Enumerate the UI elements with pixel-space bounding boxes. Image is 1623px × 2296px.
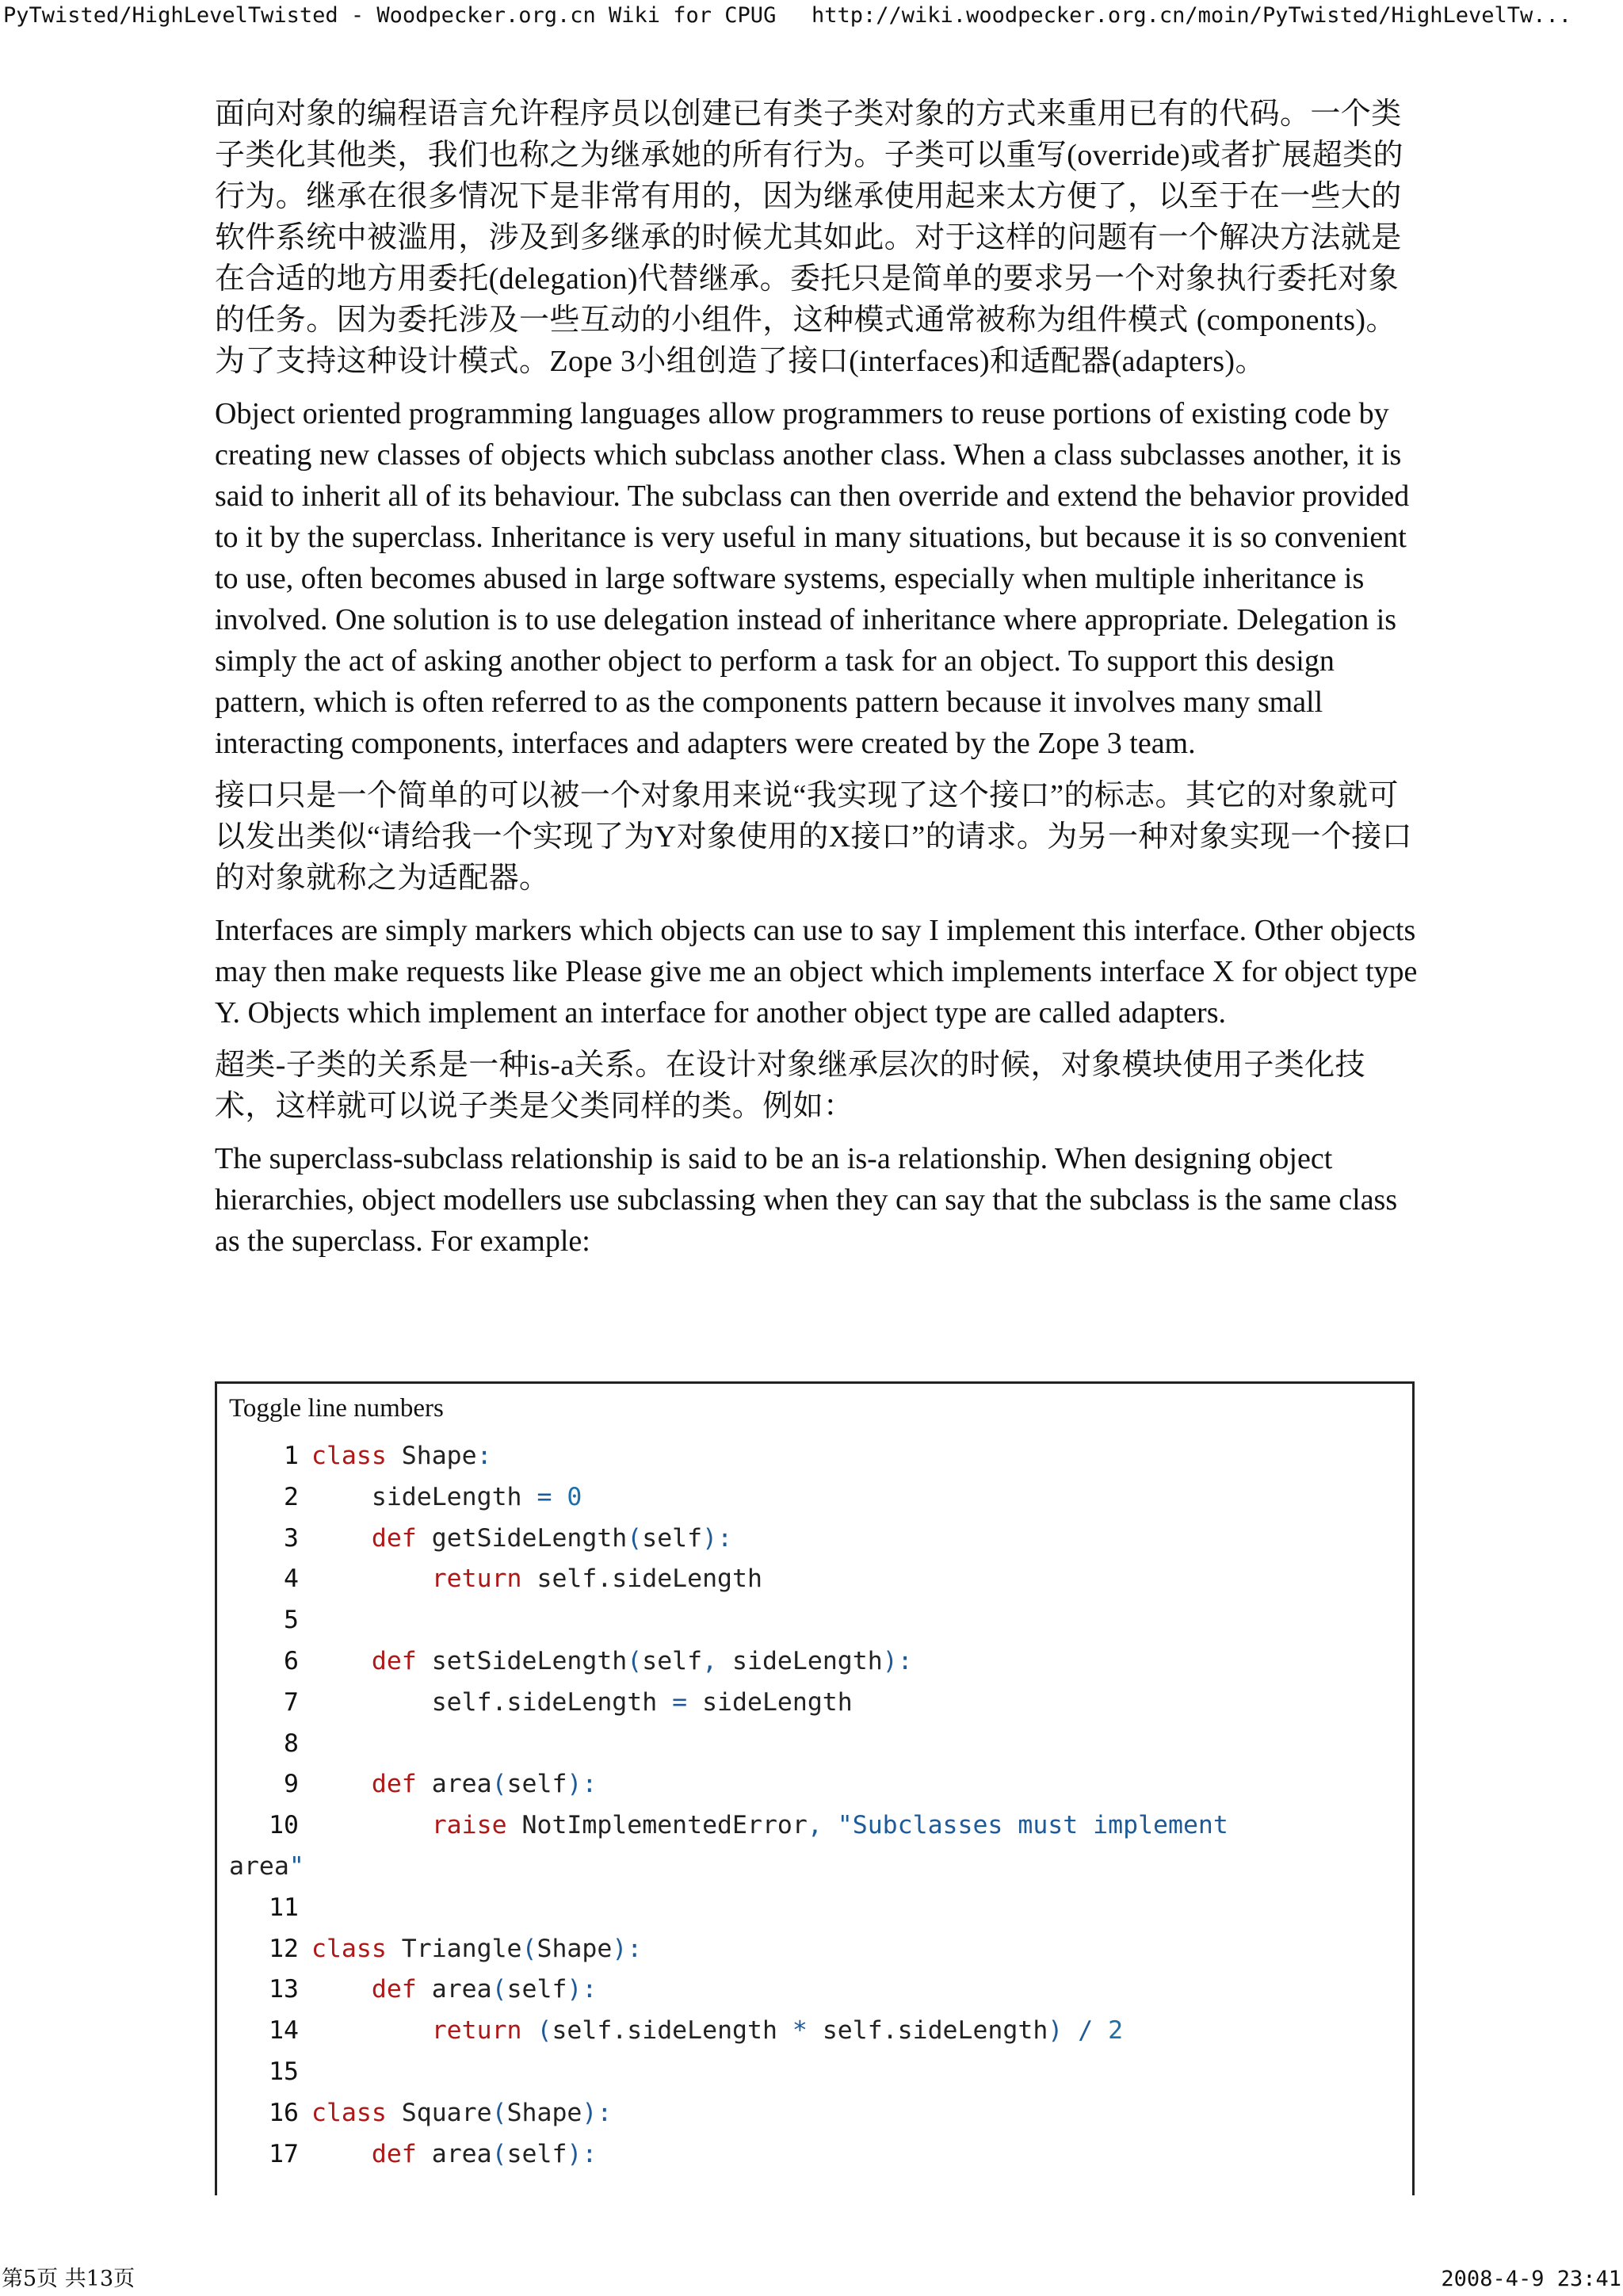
code-line bbox=[229, 1888, 1402, 1929]
code-line bbox=[229, 1436, 1402, 1477]
line-number: 6 bbox=[284, 1646, 299, 1675]
code-line bbox=[229, 1929, 1402, 1970]
code-line bbox=[229, 1847, 1402, 1888]
line-number: 7 bbox=[284, 1687, 299, 1717]
code-text: raise NotImplementedError, "Subclasses must implement bbox=[431, 1811, 1228, 1840]
code-line bbox=[229, 1724, 1402, 1765]
line-number: 3 bbox=[284, 1523, 299, 1553]
code-line bbox=[229, 2052, 1402, 2093]
page-title: PyTwisted/HighLevelTwisted - Woodpecker.org.cn Wiki for CPUG bbox=[3, 3, 777, 28]
code-text: return (self.sideLength * self.sideLength) / 2 bbox=[431, 2016, 1124, 2046]
print-header bbox=[0, 0, 1623, 35]
line-number: 17 bbox=[269, 2139, 299, 2168]
line-number: 4 bbox=[284, 1564, 299, 1594]
line-number: 16 bbox=[269, 2098, 299, 2127]
code-text: sideLength = 0 bbox=[311, 1482, 582, 1511]
code-line bbox=[229, 1805, 1402, 1847]
line-number: 9 bbox=[284, 1770, 299, 1799]
print-footer bbox=[0, 2265, 1623, 2296]
print-datetime: 2008-4-9 23:41 bbox=[1441, 2267, 1621, 2291]
code-text: class Triangle(Shape): bbox=[311, 1934, 643, 1963]
code-text bbox=[311, 1606, 327, 1634]
line-number: 5 bbox=[284, 1606, 299, 1635]
line-number: 15 bbox=[269, 2057, 299, 2086]
code-line bbox=[229, 1477, 1402, 1519]
code-line bbox=[229, 2134, 1402, 2176]
line-number: 13 bbox=[269, 1975, 299, 2004]
paragraph-en-1: Object oriented programming languages allow programmers to reuse portions of existing code by creating new classes of objects which subclass another class. When a class subclasses another, it is said to inherit all of its behaviour. The subclass can then override and extend the behavior provided to it by the superclass. Inheritance is very useful in many situations, but because it is so convenient to use, often becomes abused in large software systems, especially when multiple inheritance is involved. One solution is to use delegation instead of inheritance where appropriate. Delegation is simply the act of asking another object to perform a task for an object. To support this design pattern, which is often referred to as the components pattern because it involves many small interacting components, interfaces and adapters were created by the Zope 3 team. bbox=[215, 397, 1410, 760]
page-number: 第5页 共13页 bbox=[2, 2267, 136, 2291]
code-text: class Shape: bbox=[311, 1442, 492, 1470]
code-listing bbox=[229, 1436, 1402, 2175]
code-text bbox=[311, 1729, 327, 1758]
code-line bbox=[229, 1519, 1402, 1560]
page-url: http://wiki.woodpecker.org.cn/moin/PyTwisted/HighLevelTw... bbox=[812, 3, 1572, 28]
code-text: def area(self): bbox=[371, 1975, 598, 2004]
line-number: 2 bbox=[284, 1482, 299, 1511]
code-block bbox=[215, 1381, 1415, 2195]
paragraph-zh-3: 超类-子类的关系是一种is-a关系。在设计对象继承层次的时候，对象模块使用子类化技术，这样就可以说子类是父类同样的类。例如： bbox=[215, 1049, 1365, 1123]
paragraph-en-2: Interfaces are simply markers which objects can use to say I implement this interface. Other objects may then make requests like Please give me an object which implements interface X for object type Y. Objects which implement an interface for another object type are called adapters. bbox=[215, 914, 1418, 1030]
code-line bbox=[229, 2011, 1402, 2052]
code-text: def area(self): bbox=[371, 2139, 598, 2168]
line-number: 10 bbox=[269, 1811, 299, 1840]
code-line bbox=[229, 1683, 1402, 1724]
code-line bbox=[229, 1969, 1402, 2011]
line-number: 11 bbox=[269, 1893, 299, 1922]
code-text: return self.sideLength bbox=[431, 1564, 762, 1594]
paragraph-zh-1: 面向对象的编程语言允许程序员以创建已有类子类对象的方式来重用已有的代码。一个类子类化其他类，我们也称之为继承她的所有行为。子类可以重写(override)或者扩展超类的行为。继承在很多情况下是非常有用的，因为继承使用起来太方便了，以至于在一些大的软件系统中被滥用，涉及到多继承的时候尤其如此。对于这样的问题有一个解决方法就是在合适的地方用委托(delegation)代替继承。委托只是简单的要求另一个对象执行委托对象的任务。因为委托涉及一些互动的小组件，这种模式通常被称为组件模式 (components)。为了支持这种设计模式。Zope 3小组创造了接口(interfaces)和适配器(adapters)。 bbox=[215, 97, 1403, 378]
code-text: def getSideLength(self): bbox=[371, 1523, 733, 1553]
code-line bbox=[229, 1600, 1402, 1641]
line-number: 8 bbox=[284, 1729, 299, 1758]
code-text bbox=[311, 2057, 327, 2086]
code-text bbox=[311, 1893, 327, 1922]
line-number: 1 bbox=[284, 1442, 299, 1470]
line-number: 12 bbox=[269, 1934, 299, 1963]
article-body bbox=[215, 94, 1419, 1273]
code-text: self.sideLength = sideLength bbox=[311, 1687, 853, 1717]
code-text: def area(self): bbox=[371, 1770, 598, 1799]
code-text: class Square(Shape): bbox=[311, 2098, 613, 2127]
toggle-line-numbers-link[interactable]: Toggle line numbers bbox=[229, 1394, 444, 1423]
paragraph-en-3: The superclass-subclass relationship is said to be an is-a relationship. When designing object hierarchies, object modellers use subclassing when they can say that the subclass is the same class as the superclass. For example: bbox=[215, 1142, 1398, 1258]
code-line bbox=[229, 1559, 1402, 1600]
code-line bbox=[229, 1641, 1402, 1683]
code-line bbox=[229, 2093, 1402, 2134]
paragraph-zh-2: 接口只是一个简单的可以被一个对象用来说“我实现了这个接口”的标志。其它的对象就可以发出类似“请给我一个实现了为Y对象使用的X接口”的请求。为另一种对象实现一个接口的对象就称之为适配器。 bbox=[215, 779, 1413, 895]
code-line bbox=[229, 1764, 1402, 1805]
code-text: area" bbox=[229, 1851, 304, 1881]
code-text: def setSideLength(self, sideLength): bbox=[371, 1646, 913, 1675]
line-number: 14 bbox=[269, 2016, 299, 2046]
